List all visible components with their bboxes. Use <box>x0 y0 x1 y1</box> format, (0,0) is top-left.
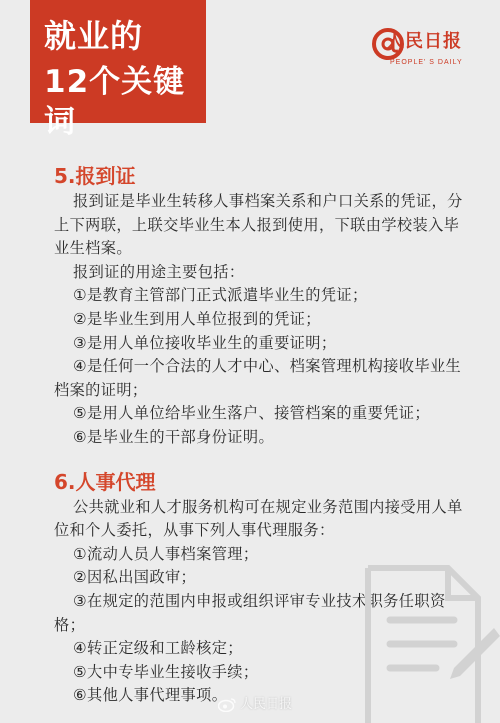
list-item: ①流动人员人事档案管理； <box>73 544 259 563</box>
peoples-daily-logo <box>370 26 482 76</box>
section-title: 5.报到证 <box>54 164 136 188</box>
section-gap <box>54 450 472 468</box>
list-item: ②因私出国政审； <box>73 568 197 587</box>
list-item: ②是毕业生到用人单位报到的凭证； <box>73 309 321 328</box>
watermark-text: 人民日报 <box>240 697 293 712</box>
document-checklist-icon <box>346 548 500 723</box>
paragraph: 公共就业和人才服务机构可在规定业务范围内接受用人单位和个人委托，从事下列人事代理服务： <box>54 497 463 540</box>
list-item: ⑥是毕业生的干部身份证明。 <box>73 427 275 446</box>
list-item: ①是教育主管部门正式派遣毕业生的凭证； <box>73 286 368 305</box>
weibo-watermark <box>218 694 308 716</box>
list-item: ⑥其他人事代理事项。 <box>73 686 228 705</box>
weibo-icon <box>218 698 236 712</box>
list-item: ④是任何一个合法的人才中心、档案管理机构接收毕业生档案的证明； <box>54 357 462 399</box>
logo-name: 人民日报 <box>386 31 462 52</box>
list-item: ③是用人单位接收毕业生的重要证明； <box>73 333 337 352</box>
title-line-2: 12个关键词 <box>44 64 186 140</box>
list-item: ⑤大中专毕业生接收手续； <box>73 662 259 681</box>
section-report-certificate <box>54 162 472 450</box>
section-title: 6.人事代理 <box>54 469 156 494</box>
paragraph: 报到证是毕业生转移人事档案关系和户口关系的凭证，分上下两联，上联交毕业生本人报到使用，下联由学校装入毕业生档案。 <box>54 192 463 258</box>
list-item: ⑤是用人单位给毕业生落户、接管档案的重要凭证； <box>73 404 430 423</box>
title-banner <box>30 0 206 140</box>
title-line-1: 就业的 <box>44 17 144 55</box>
list-item: ③在规定的范围内申报或组织评审专业技术职务任职资格； <box>54 591 446 634</box>
list-item: ④转正定级和工龄核定； <box>73 639 243 658</box>
logo-subtitle: PEOPLE' S DAILY <box>390 59 463 66</box>
paragraph: 报到证的用途主要包括： <box>73 262 245 281</box>
